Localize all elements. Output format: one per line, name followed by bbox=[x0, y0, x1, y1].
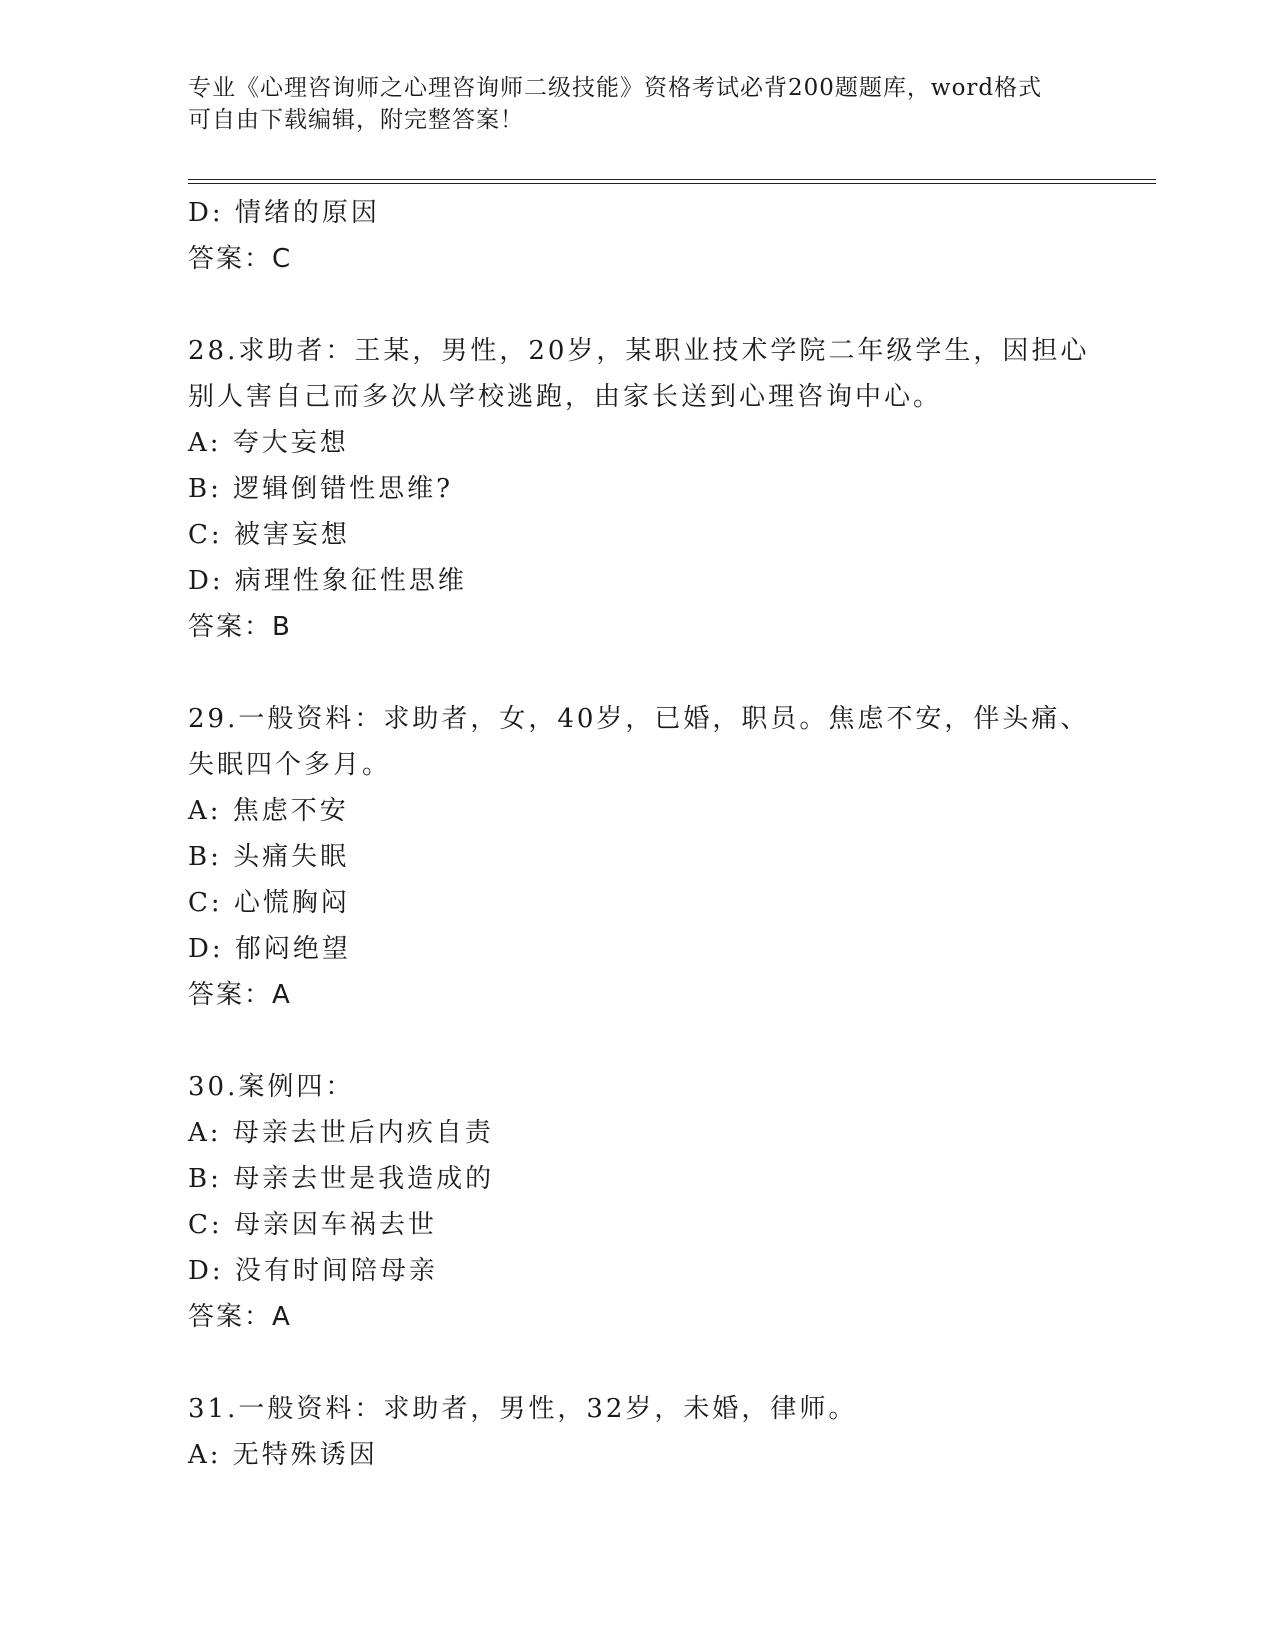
option-c: C: 被害妄想 bbox=[188, 520, 350, 550]
question-stem-line-1: 30.案例四： bbox=[188, 1072, 355, 1102]
option-d: D: 郁闷绝望 bbox=[188, 934, 351, 964]
option-b: B: 母亲去世是我造成的 bbox=[188, 1164, 495, 1194]
question-spacer bbox=[188, 282, 1088, 328]
header-divider-bottom bbox=[188, 183, 1156, 184]
question-stem-line-2: 别人害自己而多次从学校逃跑，由家长送到心理咨询中心。 bbox=[188, 382, 943, 412]
option-c: C: 母亲因车祸去世 bbox=[188, 1210, 437, 1240]
question-31 bbox=[188, 1386, 1088, 1478]
question-stem-line-1: 28.求助者：王某，男性，20岁，某职业技术学院二年级学生，因担心 bbox=[188, 336, 1090, 366]
header-divider-top bbox=[188, 179, 1156, 180]
question-30 bbox=[188, 1064, 1088, 1340]
question-stem-line-1: 29.一般资料：求助者，女，40岁，已婚，职员。焦虑不安，伴头痛、 bbox=[188, 704, 1090, 734]
option-b: B: 逻辑倒错性思维? bbox=[188, 474, 454, 504]
answer-line: 答案：C bbox=[188, 244, 293, 274]
question-spacer bbox=[188, 1018, 1088, 1064]
option-d: D: 病理性象征性思维 bbox=[188, 566, 467, 596]
option-b: B: 头痛失眠 bbox=[188, 842, 350, 872]
option-a: A: 焦虑不安 bbox=[188, 796, 349, 826]
document-header bbox=[188, 72, 1068, 136]
answer-line: 答案：A bbox=[188, 1302, 292, 1332]
option-a: A: 夸大妄想 bbox=[188, 428, 349, 458]
option-a: A: 无特殊诱因 bbox=[188, 1440, 378, 1470]
question-stem-line-1: 31.一般资料：求助者，男性，32岁，未婚，律师。 bbox=[188, 1394, 858, 1424]
previous-question-tail bbox=[188, 190, 1088, 282]
answer-line: 答案：B bbox=[188, 612, 292, 642]
option-c: C: 心慌胸闷 bbox=[188, 888, 350, 918]
question-28 bbox=[188, 328, 1088, 650]
question-spacer bbox=[188, 1340, 1088, 1386]
option-d: D: 没有时间陪母亲 bbox=[188, 1256, 438, 1286]
header-title-line-1: 专业《心理咨询师之心理咨询师二级技能》资格考试必背200题题库，word格式 bbox=[188, 75, 1043, 101]
question-29 bbox=[188, 696, 1088, 1018]
question-stem-line-2: 失眠四个多月。 bbox=[188, 750, 392, 780]
question-list bbox=[188, 190, 1088, 1478]
option-d: D: 情绪的原因 bbox=[188, 198, 380, 228]
header-title-line-2: 可自由下载编辑，附完整答案！ bbox=[188, 107, 524, 133]
question-spacer bbox=[188, 650, 1088, 696]
answer-line: 答案：A bbox=[188, 980, 292, 1010]
option-a: A: 母亲去世后内疚自责 bbox=[188, 1118, 494, 1148]
